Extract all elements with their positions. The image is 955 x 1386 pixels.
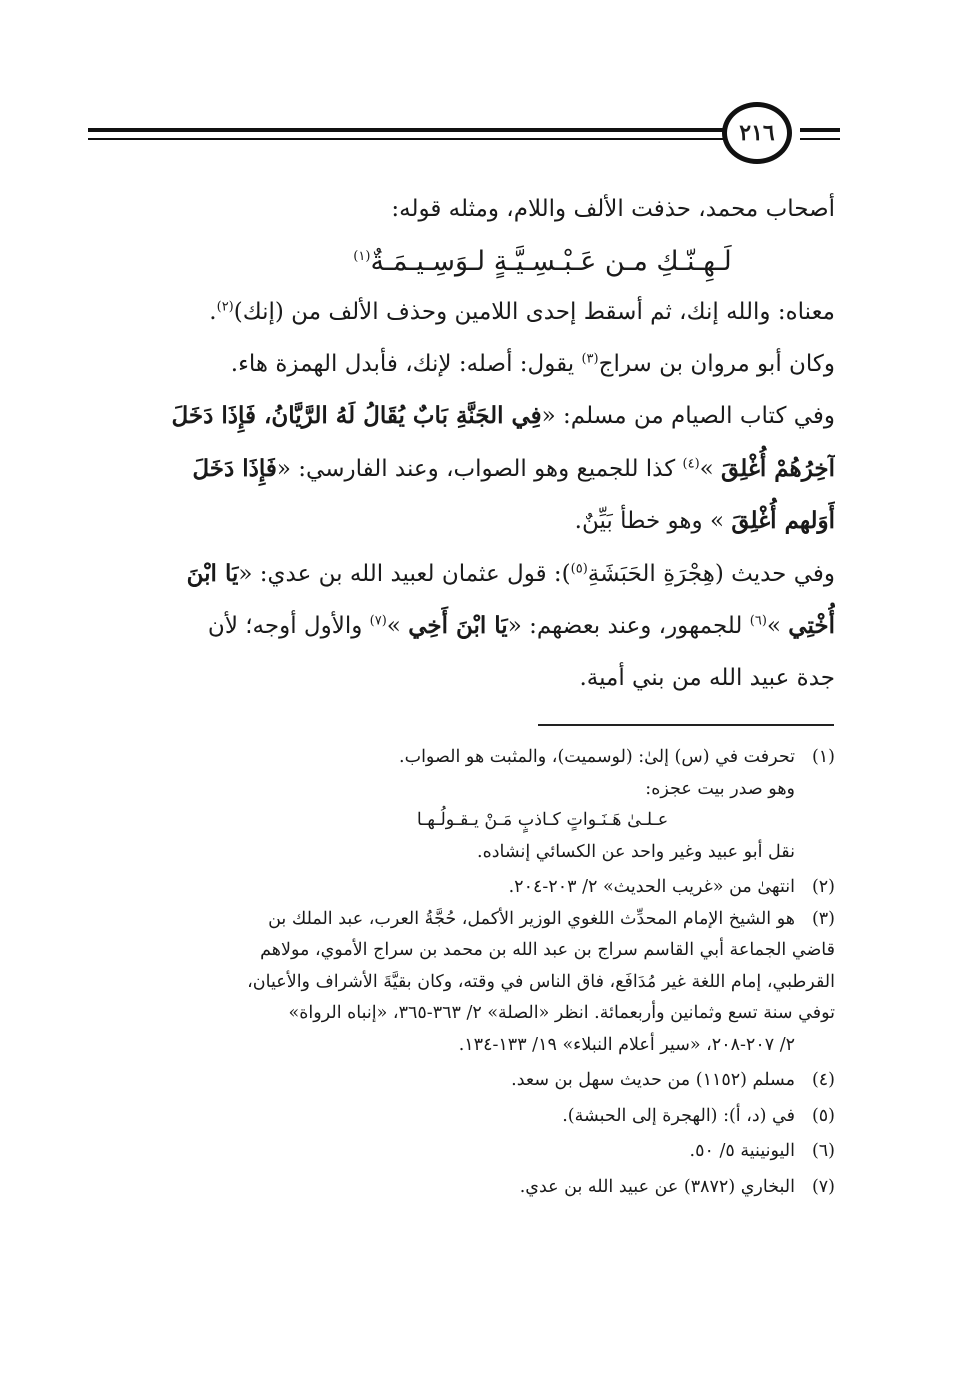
footnote-3 — [90, 904, 835, 936]
footnote-1-line-2: وهو صدر بيت عجزه: — [645, 778, 795, 799]
footnote-text: البخاري (٣٨٧٢) عن عبيد الله بن عدي. — [519, 1176, 795, 1197]
paragraph-4-start: وفي كتاب الصيام من مسلم: « — [541, 403, 835, 429]
header-rule-right-thin — [800, 138, 840, 140]
footnote-text: مسلم (١١٥٢) من حديث سهل بن سعد. — [511, 1070, 795, 1090]
hadith-quote-3: فَإِذَا دَخَلَ — [192, 454, 277, 482]
footnote-number: (٧) — [811, 1176, 835, 1197]
footnote-text: اليونينية ٥/ ٥٠. — [689, 1141, 795, 1161]
hadith-quote-4: أَوَلهم أُغْلِقَ — [731, 507, 835, 534]
quote-ukhti: أُخْتِي — [788, 612, 835, 639]
footnote-number: (٥) — [811, 1105, 835, 1126]
main-line-6: آخِرُهُمْ أُغْلِقَ »$^{(٤)}$ كذا للجميع وهو الصواب، وعند الفارسي: «فَإِذَا دَخَلَ — [192, 454, 835, 482]
footnote-text: في (د، أ): (الهجرة إلى الحبشة). — [562, 1105, 795, 1126]
quote-ya-ibn: يَا ابْنَ — [186, 559, 239, 587]
header-rule-thick — [88, 128, 748, 132]
paragraph-3-start: وكان أبو مروان بن سراج — [598, 350, 835, 377]
footnote-number: (٢) — [811, 877, 835, 897]
footnote-ref-1: (١) — [353, 248, 371, 264]
paragraph-5-start: وفي حديث ( — [714, 560, 835, 587]
footnote-3-line-4: توفي سنة تسع وثمانين وأربعمائة. انظر «الصلة» ٢/ ٣٦٣-٣٦٥، «إنباه الرواة» — [288, 1003, 835, 1023]
footnote-number: (٤) — [811, 1070, 835, 1090]
footnote-6 — [90, 1136, 835, 1168]
main-line-5 — [90, 390, 835, 443]
page-header — [88, 100, 840, 170]
footnote-4 — [90, 1065, 835, 1097]
poetry-verse — [90, 236, 835, 288]
paragraph-5-middle-2: للجمهور، وعند بعضهم: « — [507, 613, 750, 639]
footnote-ref-7: (٧) — [369, 613, 387, 629]
footnote-1-line-3: نقل أبو عبيد وغير واحد عن الكسائي إنشاده. — [477, 841, 795, 862]
main-text — [90, 184, 835, 704]
paragraph-2-text: معناه: والله إنك، ثم أسقط إحدى اللامين وحذف الألف من (إنك) — [233, 299, 835, 325]
paragraph-4-end: » وهو خطأ بَيِّنٌ. — [574, 508, 725, 534]
footnote-3-line-5: ٢/ ٢٠٧-٢٠٨، «سير أعلام النبلاء» ١٩/ ١٣٣-١٣٤. — [458, 1034, 795, 1055]
hadith-quote-1: فِي الجَنَّةِ بَابٌ يُقَالُ لَهُ الرَّيَّانُ، فَإِذَا دَخَلَ — [171, 402, 542, 429]
main-line-7 — [90, 495, 835, 548]
footnote-5 — [90, 1101, 835, 1133]
main-line-8 — [90, 548, 835, 601]
hadith-title: هِجْرَةِ الحَبَشَةِ — [587, 560, 715, 587]
main-line-3 — [90, 287, 835, 339]
footnote-ref-3: (٣) — [581, 350, 599, 366]
paragraph-5-end: والأول أوجه؛ لأن — [207, 613, 370, 639]
footnote-number: (٣) — [811, 908, 835, 929]
paragraph-3-end: يقول: أصله: لإنك، فأبدل الهمزة هاء. — [230, 350, 582, 377]
footnote-text: انتهىٰ من «غريب الحديث» ٢/ ٢٠٣-٢٠٤. — [508, 877, 795, 897]
quote-ya-ibn-akhi: يَا ابْنَ أَخِي — [408, 612, 508, 639]
footnote-7 — [90, 1172, 835, 1204]
footnote-number: (٦) — [811, 1141, 835, 1161]
footnote-separator — [538, 724, 834, 726]
paragraph-5-middle: ): قول عثمان لعبيد الله بن عدي: « — [238, 560, 571, 587]
footnote-text: هو الشيخ الإمام المحدِّث اللغوي الوزير الأكمل، حُجَّةُ العرب، عبد الملك بن — [268, 908, 795, 929]
verse-text: لَـهِـنّـكِ مـن عَـبْـسِـيَّـةٍ لـوَسِـيـمَـةٌ — [370, 245, 732, 277]
footnotes — [90, 742, 835, 1203]
footnote-ref-2: (٢) — [216, 299, 234, 315]
hadith-quote-2: آخِرُهُمْ أُغْلِقَ — [721, 454, 835, 482]
footnote-2 — [90, 872, 835, 904]
main-line-10: جدة عبيد الله من بني أمية. — [579, 664, 835, 691]
header-rule-right — [800, 128, 840, 132]
footnote-ref-4: (٤) — [682, 455, 700, 471]
footnote-ref-6: (٦) — [749, 613, 767, 629]
footnote-3-line-3: القرطبي، إمام اللغة غير مُدَافَع، فاق الناس في وقته، وكان بقيَّةَ الأشراف والأعيان، — [247, 971, 835, 992]
footnote-ref-5: (٥) — [570, 560, 588, 576]
footnote-1 — [90, 742, 835, 774]
paragraph-4-middle: كذا للجميع وهو الصواب، وعند الفارسي: « — [276, 455, 683, 482]
footnote-1-verse: عـلـىٰ هَـنَـواتٍ كـاذبٍ مَـنْ يـقـولُـهـا — [416, 810, 669, 830]
main-line-4 — [90, 339, 835, 391]
paragraph-2-end: . — [209, 299, 217, 325]
footnote-3-line-2: قاضي الجماعة أبي القاسم سراج بن عبد الله بن محمد بن سراج الأموي، مولاهم — [260, 940, 835, 960]
main-line-9: أُخْتِي »$^{(٦)}$ للجمهور، وعند بعضهم: «يَا ابْنَ أَخِي »$^{(٧)}$ والأول أوجه؛ لأن — [207, 612, 835, 639]
page-number: ٢١٦ — [722, 102, 792, 164]
main-line-1: أصحاب محمد، حذفت الألف واللام، ومثله قوله: — [391, 196, 835, 222]
footnote-text: تحرفت في (س) إلىٰ: (لوسميت)، والمثبت هو الصواب. — [399, 747, 795, 767]
footnote-number: (١) — [811, 747, 835, 767]
header-rule-thin — [88, 138, 748, 140]
